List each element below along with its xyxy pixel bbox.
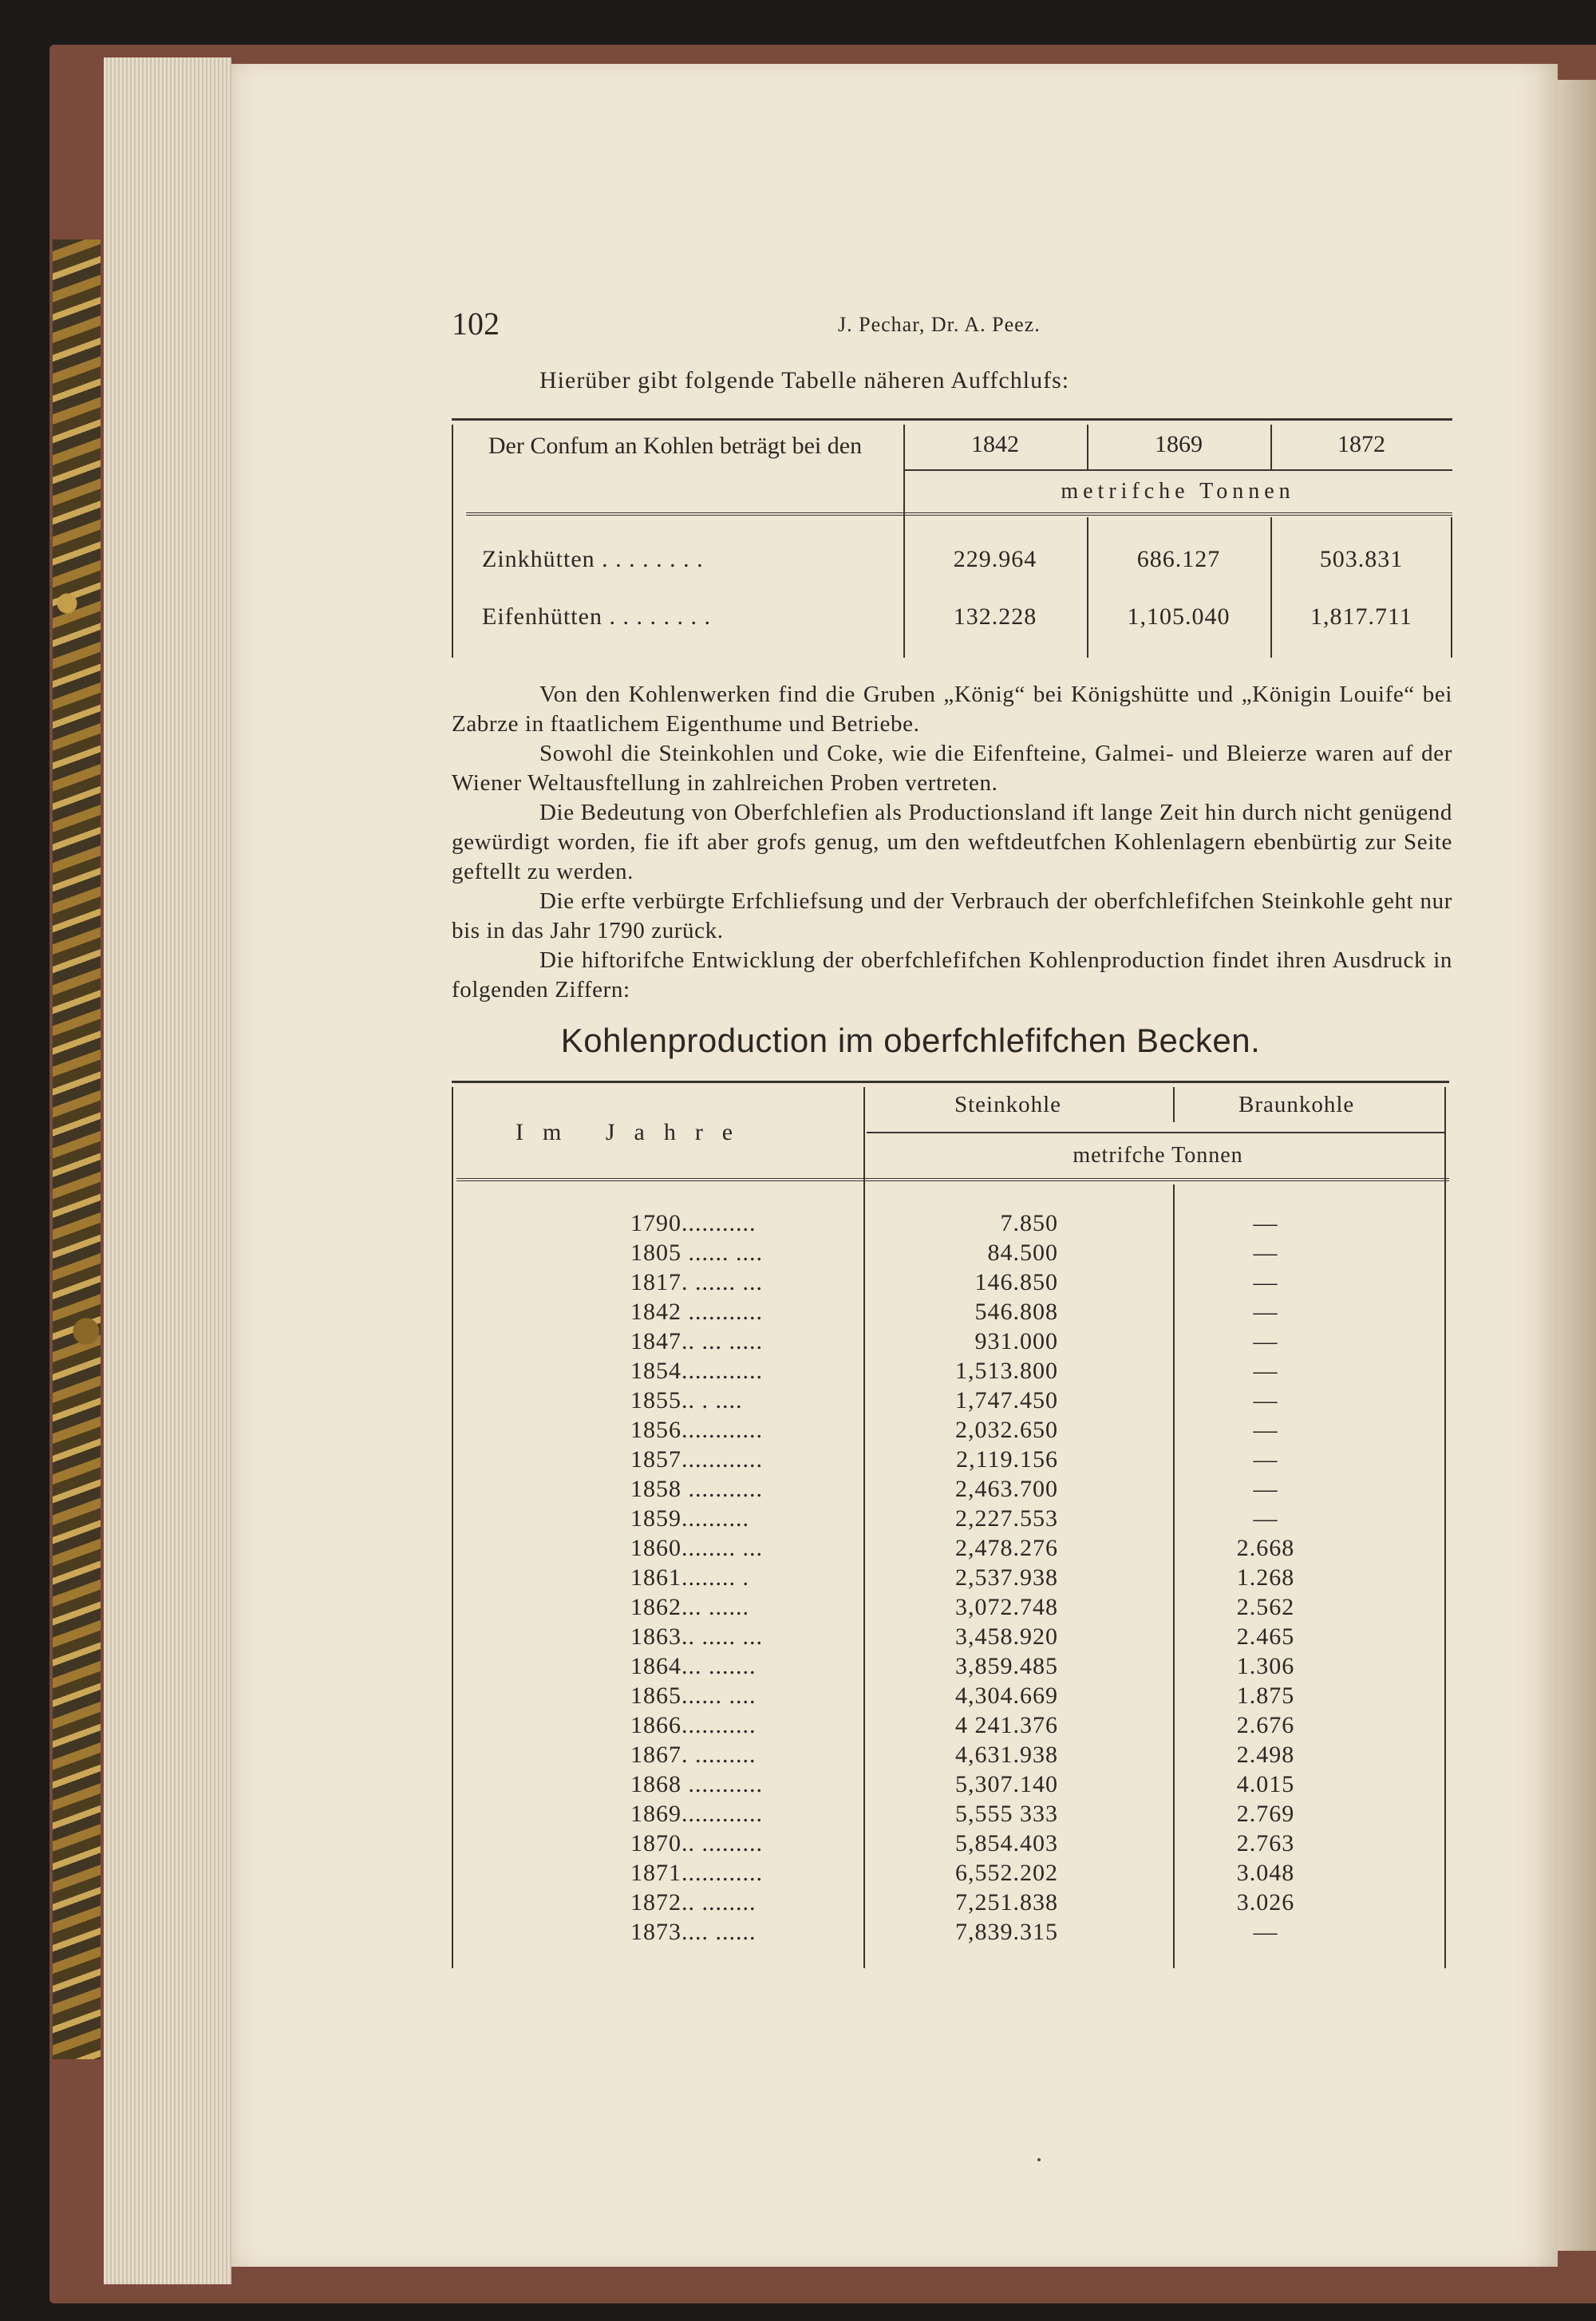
table-top-rule xyxy=(452,1081,1449,1083)
facing-page-gutter xyxy=(1556,80,1596,2251)
table-cell: 503.831 xyxy=(1319,546,1404,572)
year-cell: 1863.. ..... ... xyxy=(630,1623,763,1650)
table-row xyxy=(452,1328,1449,1358)
table-left-border xyxy=(452,425,453,658)
steinkohle-cell: 5,854.403 xyxy=(955,1830,1058,1856)
table-cell: 132.228 xyxy=(953,603,1037,630)
braunkohle-cell: 2.562 xyxy=(1236,1594,1295,1620)
paper-speck xyxy=(1037,2158,1041,2161)
braunkohle-cell: — xyxy=(1253,1269,1278,1295)
table-column-divider xyxy=(1270,517,1272,658)
year-cell: 1861........ . xyxy=(630,1564,749,1591)
steinkohle-cell: 4,631.938 xyxy=(955,1742,1058,1768)
table-row xyxy=(452,1299,1449,1328)
steinkohle-cell: 5,307.140 xyxy=(955,1771,1058,1797)
table-row xyxy=(452,1240,1449,1269)
year-header: 1842 xyxy=(971,431,1019,457)
year-column-header: Im Jahre xyxy=(516,1119,753,1145)
braunkohle-cell: — xyxy=(1253,1328,1278,1354)
year-cell: 1859.......... xyxy=(630,1505,749,1532)
table-row xyxy=(452,1889,1449,1919)
braunkohle-cell: — xyxy=(1253,1299,1278,1325)
table-row xyxy=(452,1210,1449,1240)
table-column-divider xyxy=(1173,1087,1175,1122)
paragraph: Die Bedeutung von Oberfchlefien als Productionsland ift lange Zeit hin durch nicht genügend gewürdigt worden, fie ift aber grofs genug, um den weftdeutfchen Kohlenlagern ebenbürtig zur Seite geftellt zu werden. xyxy=(452,800,1452,884)
steinkohle-cell: 7,251.838 xyxy=(955,1889,1058,1916)
table-row xyxy=(452,1358,1449,1387)
steinkohle-cell: 84.500 xyxy=(987,1240,1058,1266)
year-cell: 1847.. ... ..... xyxy=(630,1328,763,1354)
steinkohle-cell: 931.000 xyxy=(974,1328,1058,1354)
table-cell: 1,817.711 xyxy=(1310,603,1412,630)
steinkohle-cell: 3,458.920 xyxy=(955,1623,1058,1650)
steinkohle-cell: 146.850 xyxy=(974,1269,1058,1295)
page-edges xyxy=(104,57,231,2284)
braunkohle-cell: 2.763 xyxy=(1236,1830,1295,1856)
braunkohle-cell: 2.676 xyxy=(1236,1712,1295,1738)
table-row xyxy=(452,1623,1449,1653)
year-cell: 1869............ xyxy=(630,1801,763,1827)
steinkohle-cell: 2,032.650 xyxy=(955,1417,1058,1443)
steinkohle-cell: 3,072.748 xyxy=(955,1594,1058,1620)
header-double-rule xyxy=(466,512,1452,516)
table-row xyxy=(452,1742,1449,1771)
steinkohle-cell: 6,552.202 xyxy=(955,1860,1058,1886)
intro-line: Hierüber gibt folgende Tabelle näheren Auffchlufs: xyxy=(539,367,1070,393)
production-table xyxy=(452,1081,1449,1968)
page-number: 102 xyxy=(452,306,500,342)
table-row xyxy=(452,1446,1449,1476)
paragraph: Die hiftorifche Entwicklung der oberfchlefifchen Kohlenproduction findet ihren Ausdruck in folgenden Ziffern: xyxy=(452,947,1452,1002)
table-row xyxy=(452,1594,1449,1623)
year-cell: 1862... ...... xyxy=(630,1594,749,1620)
table-row xyxy=(452,1860,1449,1889)
braunkohle-cell: — xyxy=(1253,1240,1278,1266)
year-cell: 1867. ......... xyxy=(630,1742,757,1768)
braunkohle-cell: — xyxy=(1253,1476,1278,1502)
steinkohle-cell: 2,227.553 xyxy=(955,1505,1058,1532)
year-cell: 1868 ........... xyxy=(630,1771,763,1797)
braunkohle-cell: 3.048 xyxy=(1236,1860,1295,1886)
year-cell: 1870.. ......... xyxy=(630,1830,763,1856)
steinkohle-cell: 1,747.450 xyxy=(955,1387,1058,1414)
braunkohle-cell: 2.498 xyxy=(1236,1742,1295,1768)
braunkohle-cell: 1.268 xyxy=(1236,1564,1295,1591)
table-cell: 229.964 xyxy=(953,546,1037,572)
steinkohle-cell: 4 241.376 xyxy=(955,1712,1058,1738)
year-cell: 1856............ xyxy=(630,1417,763,1443)
row-label: Eifenhütten . . . . . . . . xyxy=(482,603,711,630)
year-cell: 1860........ ... xyxy=(630,1535,763,1561)
year-cell: 1842 ........... xyxy=(630,1299,763,1325)
year-cell: 1864... ....... xyxy=(630,1653,757,1679)
braunkohle-cell: — xyxy=(1253,1919,1278,1945)
year-cell: 1866........... xyxy=(630,1712,757,1738)
year-cell: 1872.. ........ xyxy=(630,1889,757,1916)
braunkohle-cell: — xyxy=(1253,1505,1278,1532)
braunkohle-cell: — xyxy=(1253,1387,1278,1414)
paragraph: Sowohl die Steinkohlen und Coke, wie die Eifenfteine, Galmei- und Bleierze waren auf der Wiener Weltausftellung in zahlreichen Proben vertreten. xyxy=(452,741,1452,796)
steinkohle-cell: 4,304.669 xyxy=(955,1682,1058,1709)
table-cell: 686.127 xyxy=(1136,546,1221,572)
braunkohle-cell: 1.306 xyxy=(1236,1653,1295,1679)
table-row xyxy=(452,1801,1449,1830)
table-row xyxy=(452,1476,1449,1505)
row-label: Zinkhütten . . . . . . . . xyxy=(482,546,704,572)
steinkohle-cell: 3,859.485 xyxy=(955,1653,1058,1679)
year-cell: 1857............ xyxy=(630,1446,763,1473)
year-cell: 1817. ...... ... xyxy=(630,1269,763,1295)
table-row xyxy=(452,1387,1449,1417)
braunkohle-cell: 4.015 xyxy=(1236,1771,1295,1797)
steinkohle-cell: 7,839.315 xyxy=(955,1919,1058,1945)
year-header: 1872 xyxy=(1337,431,1385,457)
paragraph: Die erfte verbürgte Erfchliefsung und der Verbrauch der oberfchlefifchen Steinkohle geht nur bis in das Jahr 1790 zurück. xyxy=(452,888,1452,943)
table-cell: 1,105.040 xyxy=(1127,603,1231,630)
braunkohle-cell: — xyxy=(1253,1210,1278,1236)
year-header: 1869 xyxy=(1155,431,1203,457)
steinkohle-header: Steinkohle xyxy=(954,1092,1062,1117)
table-row xyxy=(452,1564,1449,1594)
unit-label: metrifche Tonnen xyxy=(1061,479,1295,504)
steinkohle-cell: 2,119.156 xyxy=(956,1446,1058,1473)
running-head: J. Pechar, Dr. A. Peez. xyxy=(838,313,1041,336)
production-table-title: Kohlenproduction im oberfchlefifchen Becken. xyxy=(560,1022,1261,1059)
table-row xyxy=(452,1505,1449,1535)
steinkohle-cell: 2,537.938 xyxy=(955,1564,1058,1591)
table-row xyxy=(452,1682,1449,1712)
table-row xyxy=(452,1653,1449,1682)
year-cell: 1865...... .... xyxy=(630,1682,757,1709)
table-row xyxy=(452,1830,1449,1860)
table-row xyxy=(452,1269,1449,1299)
year-cell: 1858 ........... xyxy=(630,1476,763,1502)
year-cell: 1871............ xyxy=(630,1860,763,1886)
table-column-divider xyxy=(1087,517,1088,658)
subheader-rule xyxy=(867,1132,1444,1133)
steinkohle-cell: 2,463.700 xyxy=(955,1476,1058,1502)
paragraph: Von den Kohlenwerken find die Gruben „König“ bei Königshütte und „Königin Louife“ bei Zabrze in ftaatlichem Eigenthume und Betriebe. xyxy=(452,682,1452,737)
year-cell: 1873.... ...... xyxy=(630,1919,757,1945)
year-cell: 1790........... xyxy=(630,1210,757,1236)
braunkohle-cell: 2.465 xyxy=(1236,1623,1295,1650)
table-row xyxy=(452,1919,1449,1948)
braunkohle-cell: 2.668 xyxy=(1236,1535,1295,1561)
consumption-header-label: Der Confum an Kohlen beträgt bei den xyxy=(488,433,863,459)
steinkohle-cell: 2,478.276 xyxy=(955,1535,1058,1561)
header-double-rule xyxy=(456,1178,1449,1181)
braunkohle-cell: — xyxy=(1253,1446,1278,1473)
steinkohle-cell: 1,513.800 xyxy=(955,1358,1058,1384)
braunkohle-cell: 3.026 xyxy=(1236,1889,1295,1916)
table-right-border xyxy=(1451,517,1452,658)
braunkohle-cell: — xyxy=(1253,1358,1278,1384)
braunkohle-cell: — xyxy=(1253,1417,1278,1443)
braunkohle-header: Braunkohle xyxy=(1238,1092,1355,1117)
table-row xyxy=(452,1771,1449,1801)
braunkohle-cell: 2.769 xyxy=(1236,1801,1295,1827)
steinkohle-cell: 5,555 333 xyxy=(955,1801,1058,1827)
production-rows xyxy=(452,1210,1449,1948)
table-row xyxy=(452,1417,1449,1446)
steinkohle-cell: 546.808 xyxy=(974,1299,1058,1325)
year-cell: 1805 ...... .... xyxy=(630,1240,763,1266)
table-row xyxy=(452,1535,1449,1564)
marbled-edge xyxy=(53,239,101,2059)
year-cell: 1854............ xyxy=(630,1358,763,1384)
consumption-table xyxy=(452,418,1452,658)
years-underline xyxy=(903,469,1452,471)
braunkohle-cell: 1.875 xyxy=(1236,1682,1295,1709)
table-row xyxy=(452,1712,1449,1742)
unit-label: metrifche Tonnen xyxy=(1073,1143,1243,1168)
table-top-rule xyxy=(452,418,1452,421)
year-cell: 1855.. . .... xyxy=(630,1387,743,1414)
steinkohle-cell: 7.850 xyxy=(1000,1210,1058,1236)
